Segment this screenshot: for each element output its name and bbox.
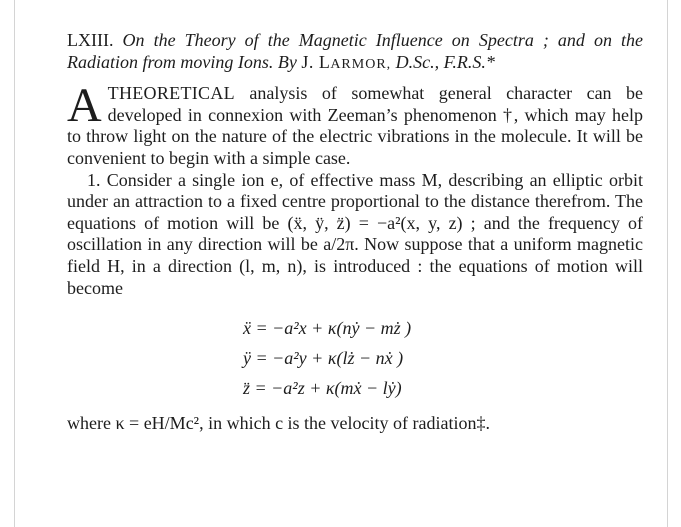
equation-y: ÿ = −a²y + κ(lż − nẋ ) [243,348,404,369]
page-frame [14,0,668,527]
author-name [301,52,391,72]
author-surname: ARMOR, [330,56,392,72]
paragraph-section-1: 1. Consider a single ion e, of effective mass M, describing an elliptic orbit under an attraction to a fixed centre proportional to the distance therefrom. The equations of motion will be (ẍ, ÿ, z̈) = −a²(x, y, z) ; and the frequency of oscillation in any direction will be a/2π. Now suppose that a uniform magnetic field H, in a direction (l, m, n), is introduced : the equations of motion will become [67,169,643,298]
article-title: On the Theory of the Magnetic Influence on Spectra ; and on the Radiation from moving Ions. [67,30,644,72]
paragraph-closing: where κ = eH/Mc², in which c is the velocity of radiation‡. [67,413,490,434]
equation-z: z̈ = −a²z + κ(mẋ − lẏ) [243,378,402,399]
article-number: LXIII. [67,30,114,50]
drop-cap: A [67,79,102,133]
paragraph-intro [67,79,644,169]
by-label: By [277,51,297,72]
article-title-block [67,30,643,75]
author-credentials: D.Sc., F.R.S.* [395,51,495,72]
intro-caps-word: THEORETICAL [107,83,235,104]
equation-x: ẍ = −a²x + κ(nẏ − mż ) [243,318,412,339]
author-initial: J. L [301,51,331,72]
intro-text: analysis of somewhat general character can be developed in connexion with Zeeman’s phenomenon †, which may help to throw light on the nature of the electric vibrations in the molecule. It will be convenient to begin with a simple case. [67,83,644,168]
equations-of-motion [243,313,643,403]
document-page [67,30,643,435]
